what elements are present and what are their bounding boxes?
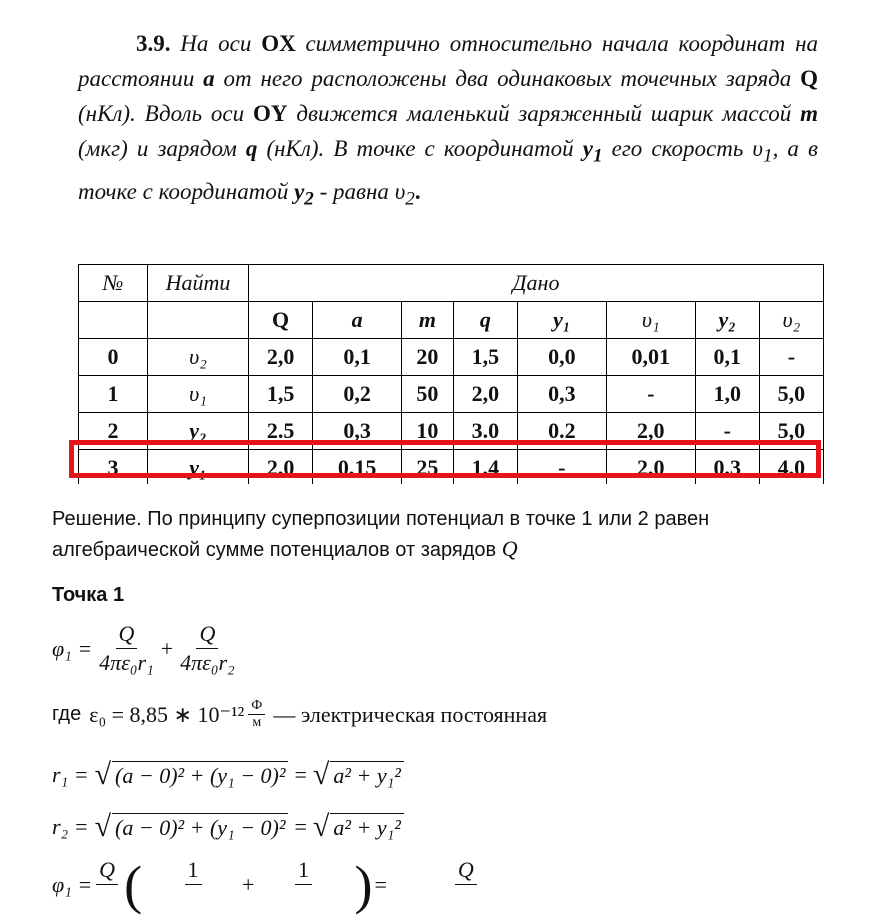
header-given: Дано (249, 265, 824, 302)
col-header: a (313, 302, 402, 339)
formula-phi1: φ₁ = $\frac{Q}{\text{4πε₀r₁}}$ + $\frac{Q}{\text{4πε₀r₂}}$ (52, 621, 235, 675)
point-1-heading: Точка 1 (52, 584, 125, 606)
col-header: y₂ (695, 302, 759, 339)
col-header: Q (249, 302, 313, 339)
formula-epsilon: где ε₀ = 8,85 ∗ 10⁻¹² $\frac{Ф}{м}$ — электрическая постоянная (52, 698, 548, 730)
table-row-highlighted: 3 y₁ 2,0 0,15 25 1,4 - 2,0 0,3 4,0 (79, 450, 824, 485)
solution-text: Решение. По принципу суперпозиции потенциал в точке 1 или 2 равен алгебраической сумме потенциалов от зарядов Q (52, 508, 710, 561)
table-row: 2 y₂ 2.5 0,3 10 3.0 0.2 2,0 - 5,0 (79, 413, 824, 450)
formula-r2: r₂ = √ (a − 0)² + (y₁ − 0)² = √ a² + y₁² (52, 812, 404, 842)
col-header: q (453, 302, 517, 339)
formula-phi1-sum: φ₁ = Q ( 1 + 1 ) = Q (52, 856, 545, 913)
table-row: 0 υ₂ 2,0 0,1 20 1,5 0,0 0,01 0,1 - (79, 339, 824, 376)
data-table (78, 264, 824, 484)
col-header: y₁ (517, 302, 606, 339)
problem-number: 3.9. (136, 31, 171, 56)
header-no: № (79, 265, 148, 302)
data-table-container (78, 264, 826, 484)
formula-r1: r₁ = √ (a − 0)² + (y₁ − 0)² = √ a² + y₁² (52, 760, 404, 790)
col-header: m (402, 302, 454, 339)
problem-statement: 3.9. На оси OX симметрично относительно начала координат на расстоянии a от него расположены два одинаковых точечных заряда Q (нКл). Вдоль оси OY движется маленький заряженный шарик массой m (мкг) и зарядом q (нКл). В точке с координатой $y_1$ его скорость $\upsilon_1$, а в точке с координатой $y_2$ - равна $\upsilon_2$. (78, 31, 819, 210)
header-find: Найти (148, 265, 249, 302)
col-header: υ₂ (759, 302, 823, 339)
col-header: υ₁ (606, 302, 695, 339)
table-row: 1 υ₁ 1,5 0,2 50 2,0 0,3 - 1,0 5,0 (79, 376, 824, 413)
